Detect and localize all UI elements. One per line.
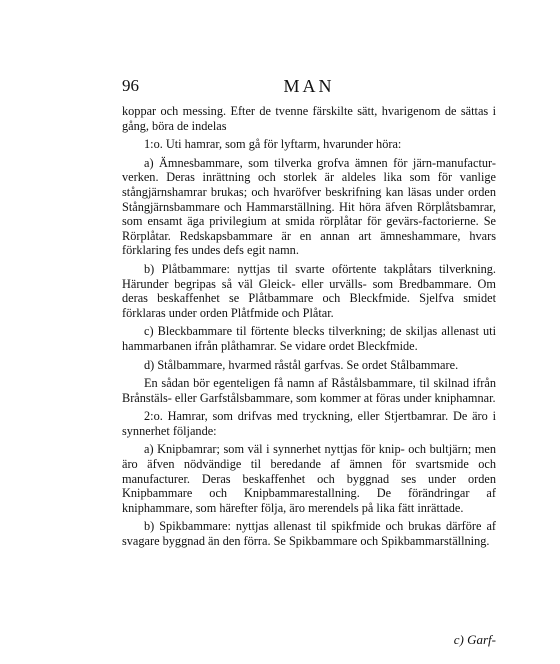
paragraph: a) Knipbamrar; som väl i synnerhet nyttjas för knip- och bultjärn; men äro äfven nödvändige til beredande af ämnen för svartsmide och manufacturer. Deras beskaffenhet och byggnad ses under orden Knipbammare och Knipbammarestallning. De förändringar af kniphammare, som härefter följa, äro merendels på lika fätt inrättade. <box>122 442 496 515</box>
page-body <box>122 104 496 553</box>
paragraph: 1:o. Uti hamrar, som gå för lyftarm, hvarunder höra: <box>144 137 402 152</box>
paragraph: b) Spikbammare: nyttjas allenast til spikfmide och brukas därföre af svagare byggnad än den förra. Se Spikbammare och Spikbammarställning. <box>122 519 496 549</box>
paragraph: c) Bleckbammare til förtente blecks tilverkning; de skiljas allenast uti hammarbanen ifrån plåthamrar. Se vidare ordet Bleckfmide. <box>122 324 496 353</box>
paragraph: d) Stålbammare, hvarmed råstål garfvas. Se ordet Stålbammare. <box>144 357 459 372</box>
paragraph: a) Ämnesbammare, som tilverka grofva ämnen för järn-manufactur-verken. Deras inrättning och storlek är aldeles lika som för vanlige stångjärnshamrar brukas; och hvaröfver beskrifning kan läsas under orden Stångjärnsbammare och Hammarställning. Hit höra äfven Rörplåtsbamrar, som ensamt äga privilegium at smida rörplåtar för gevärs-factorierne. Se Rörplåtar. Redskapsbammare är en annan art ämneshammare, hvars förklaring fes undes defs egit namn. <box>122 155 496 258</box>
paragraph: En sådan bör egenteligen få namn af Råstålsbammare, til skilnad ifrån Brånstäls- eller Garfstålsbammare, som kommer at föras under kniphamnar. <box>122 376 496 405</box>
page-number: 96 <box>122 76 139 95</box>
paragraph: 2:o. Hamrar, som drifvas med tryckning, eller Stjertbamrar. De äro i synnerhet följande: <box>122 409 496 438</box>
paragraph: koppar och messing. Efter de tvenne färskilte sätt, hvarigenom de sättas i gång, böra de indelas <box>122 104 496 133</box>
running-head: MAN <box>283 76 335 96</box>
paragraph: b) Plåtbammare: nyttjas til svarte oförtente takplåtars tilverkning. Härunder begripas så väl Gleick- eller urvälls- som Bredbammare. Om deras beskaffenhet se Plåtbammare och Bleckfmide. Sjelfva smidet förklaras under orden Plåtfmide och Plåtar. <box>122 261 496 320</box>
catchword: c) Garf- <box>453 632 496 647</box>
page-header <box>122 76 496 100</box>
